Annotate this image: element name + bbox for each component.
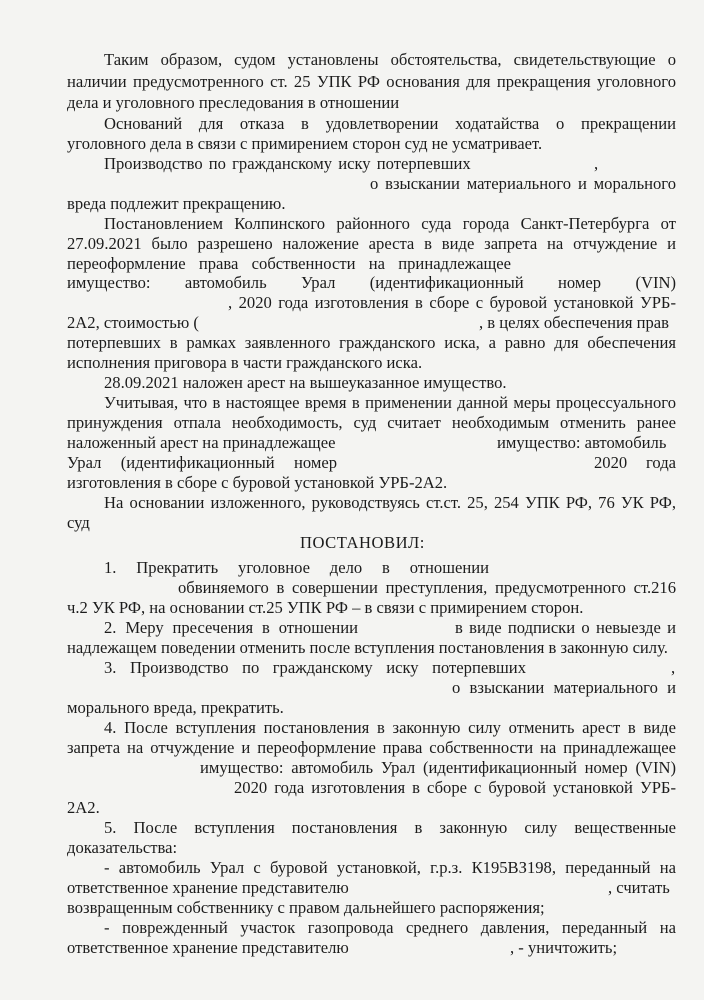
paragraph-4-line-6b: , в целях обеспечения прав bbox=[479, 313, 670, 332]
paragraph-2-line-2: уголовного дела в связи с примирением сторон суд не усматривает. bbox=[67, 134, 543, 153]
item-2-line-1a: 2. Меру пресечения в отношении bbox=[104, 618, 358, 637]
paragraph-6-line-3a: наложенный арест на принадлежащее bbox=[67, 433, 336, 452]
paragraph-4-line-6a: 2А2, стоимостью ( bbox=[67, 313, 199, 332]
item-5-line-7a: ответственное хранение представителю bbox=[67, 938, 349, 957]
paragraph-3-line-1: Производство по гражданскому иску потерпевших bbox=[104, 154, 471, 173]
paragraph-3-line-2: о взыскании материального и морального bbox=[370, 174, 676, 193]
item-5-line-2: доказательства: bbox=[67, 838, 178, 857]
paragraph-2-line-1: Оснований для отказа в удовлетворении ходатайства о прекращении bbox=[104, 114, 676, 133]
item-5-line-7b: , - уничтожить; bbox=[510, 938, 618, 957]
paragraph-7-line-2: суд bbox=[67, 513, 90, 532]
paragraph-6-line-2: принуждения отпала необходимость, суд считает необходимым отменить ранее bbox=[67, 413, 676, 432]
paragraph-4-line-8: исполнения приговора в части гражданского иска. bbox=[67, 353, 423, 372]
item-1-line-1: 1. Прекратить уголовное дело в отношении bbox=[104, 558, 489, 577]
paragraph-6-line-1: Учитывая, что в настоящее время в применении данной меры процессуального bbox=[104, 393, 676, 412]
paragraph-3-comma: , bbox=[594, 154, 599, 173]
item-4-line-5: 2А2. bbox=[67, 798, 100, 817]
item-2-line-1b: в виде подписки о невыезде и bbox=[455, 618, 676, 637]
item-2-line-2: надлежащем поведении отменить после вступления постановления в законную силу. bbox=[67, 638, 668, 657]
paragraph-4-line-5: , 2020 года изготовления в сборе с буровой установкой УРБ- bbox=[228, 293, 676, 312]
item-1-line-2: обвиняемого в совершении преступления, предусмотренного ст.216 bbox=[178, 578, 676, 597]
item-5-line-3: - автомобиль Урал с буровой установкой, г.р.з. К195ВЗ198, переданный на bbox=[104, 858, 676, 877]
item-5-line-1: 5. После вступления постановления в законную силу вещественные bbox=[104, 818, 676, 837]
item-4-line-3: имущество: автомобиль Урал (идентификационный номер (VIN) bbox=[200, 758, 676, 777]
paragraph-1-line-3: дела и уголовного преследования в отношении bbox=[67, 93, 400, 112]
item-4-line-1: 4. После вступления постановления в законную силу отменить арест в виде bbox=[104, 718, 676, 737]
paragraph-1-line-2: наличии предусмотренного ст. 25 УПК РФ основания для прекращения уголовного bbox=[67, 72, 676, 91]
item-5-line-6: - поврежденный участок газопровода среднего давления, переданный на bbox=[104, 918, 676, 937]
item-5-line-5: возвращенным собственнику с правом дальнейшего распоряжения; bbox=[67, 898, 545, 917]
paragraph-6-line-3b: имущество: автомобиль bbox=[497, 433, 667, 452]
paragraph-4-line-1: Постановлением Колпинского районного суда города Санкт-Петербурга от bbox=[104, 214, 676, 233]
paragraph-6-line-4a: Урал (идентификационный номер bbox=[67, 453, 337, 472]
paragraph-4-line-7: потерпевших в рамках заявленного гражданского иска, а равно для обеспечения bbox=[67, 333, 676, 352]
paragraph-4-line-2: 27.09.2021 было разрешено наложение ареста в виде запрета на отчуждение и bbox=[67, 234, 676, 253]
item-5-line-4a: ответственное хранение представителю bbox=[67, 878, 349, 897]
paragraph-7-line-1: На основании изложенного, руководствуясь ст.ст. 25, 254 УПК РФ, 76 УК РФ, bbox=[104, 493, 676, 512]
item-3-comma: , bbox=[671, 658, 676, 677]
item-4-line-4: 2020 года изготовления в сборе с буровой установкой УРБ- bbox=[234, 778, 676, 797]
paragraph-6-line-4b: 2020 года bbox=[594, 453, 676, 472]
paragraph-5: 28.09.2021 наложен арест на вышеуказанное имущество. bbox=[104, 373, 507, 392]
item-4-line-2: запрета на отчуждение и переоформление права собственности на принадлежащее bbox=[67, 738, 676, 757]
item-3-line-2: о взыскании материального и bbox=[452, 678, 676, 697]
item-1-line-3: ч.2 УК РФ, на основании ст.25 УПК РФ – в связи с примирением сторон. bbox=[67, 598, 584, 617]
resolution-heading: ПОСТАНОВИЛ: bbox=[300, 533, 425, 552]
item-3-line-3: морального вреда, прекратить. bbox=[67, 698, 284, 717]
paragraph-4-line-3: переоформление права собственности на принадлежащее bbox=[67, 254, 511, 273]
paragraph-4-line-4: имущество: автомобиль Урал (идентификационный номер (VIN) bbox=[67, 273, 676, 292]
paragraph-6-line-5: изготовления в сборе с буровой установкой УРБ-2А2. bbox=[67, 473, 448, 492]
item-5-line-4b: , считать bbox=[608, 878, 670, 897]
item-3-line-1: 3. Производство по гражданскому иску потерпевших bbox=[104, 658, 526, 677]
paragraph-3-line-3: вреда подлежит прекращению. bbox=[67, 194, 286, 213]
paragraph-1-line-1: Таким образом, судом установлены обстоятельства, свидетельствующие о bbox=[104, 50, 676, 69]
